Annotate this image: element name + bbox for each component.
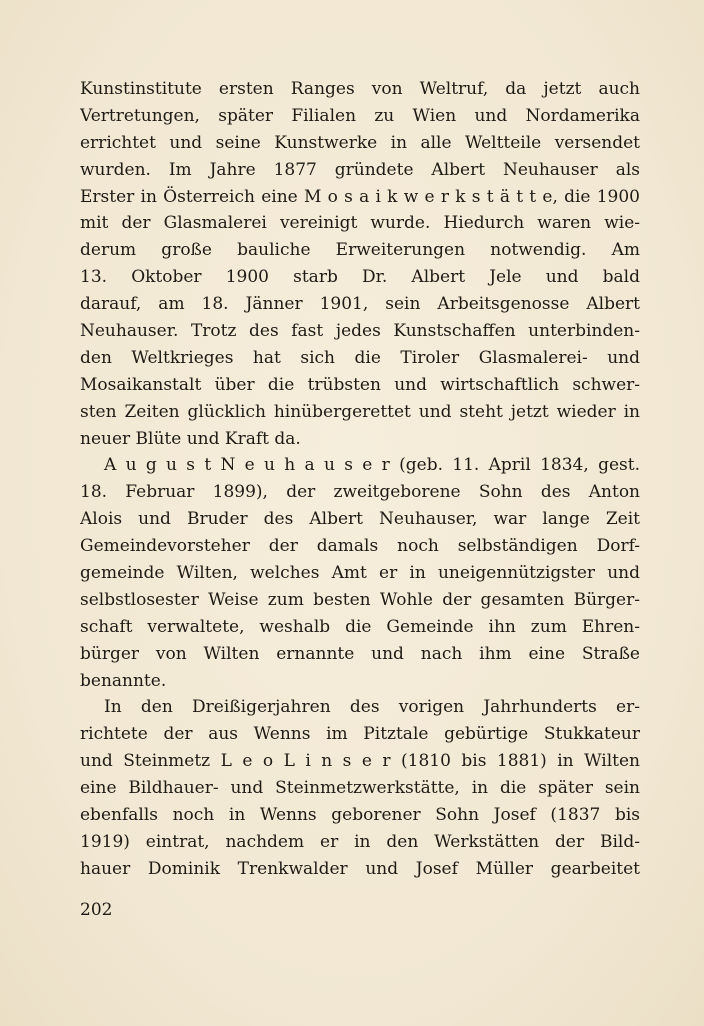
text-line: und Steinmetz L e o L i n s e r (1810 bis 1881) in Wilten — [80, 751, 640, 772]
text-line: A u g u s t N e u h a u s e r (geb. 11. April 1834, gest. — [104, 455, 640, 476]
text-line: 1919) eintrat, nachdem er in den Werkstätten der Bild- — [80, 831, 640, 852]
text-line: Neuhauser. Trotz des fast jedes Kunstschaffen unterbinden- — [80, 321, 640, 342]
text-line: Kunstinstitute ersten Ranges von Weltruf, da jetzt auch — [80, 79, 640, 99]
text-line: selbstlosester Weise zum besten Wohle der gesamten Bürger- — [80, 589, 640, 610]
text-line: 13. Oktober 1900 starb Dr. Albert Jele und bald — [80, 267, 640, 288]
text-line: benannte. — [80, 670, 167, 691]
text-line: bürger von Wilten ernannte und nach ihm eine Straße — [80, 643, 640, 664]
text-line: schaft verwaltete, weshalb die Gemeinde ihn zum Ehren- — [80, 616, 640, 637]
text-line: mit der Glasmalerei vereinigt wurde. Hiedurch waren wie- — [80, 213, 640, 234]
page-number: 202 — [80, 900, 113, 920]
text-line: Alois und Bruder des Albert Neuhauser, war lange Zeit — [80, 509, 640, 530]
text-line: gemeinde Wilten, welches Amt er in uneigennützigster und — [80, 563, 640, 584]
text-line: darauf, am 18. Jänner 1901, sein Arbeitsgenosse Albert — [80, 294, 640, 315]
text-line: Gemeindevorsteher der damals noch selbständigen Dorf- — [80, 536, 640, 557]
text-line: derum große bauliche Erweiterungen notwendig. Am — [80, 240, 640, 261]
text-line: wurden. Im Jahre 1877 gründete Albert Neuhauser als — [80, 159, 640, 180]
text-line: eine Bildhauer- und Steinmetzwerkstätte, in die später sein — [80, 778, 640, 799]
text-line: ebenfalls noch in Wenns geborener Sohn Josef (1837 bis — [80, 805, 640, 826]
text-line: hauer Dominik Trenkwalder und Josef Müller gearbeitet — [80, 858, 640, 879]
text-line: Mosaikanstalt über die trübsten und wirtschaftlich schwer- — [80, 374, 640, 395]
text-line: den Weltkrieges hat sich die Tiroler Glasmalerei- und — [80, 347, 640, 368]
text-line: neuer Blüte und Kraft da. — [80, 428, 301, 449]
body-text — [80, 76, 640, 883]
text-line: Vertretungen, später Filialen zu Wien und Nordamerika — [80, 105, 640, 126]
text-line: richtete der aus Wenns im Pitztale gebürtige Stukkateur — [80, 724, 640, 745]
text-line: 18. Februar 1899), der zweitgeborene Sohn des Anton — [80, 482, 640, 503]
text-line: In den Dreißigerjahren des vorigen Jahrhunderts er- — [104, 697, 640, 718]
text-line: errichtet und seine Kunstwerke in alle Weltteile versendet — [80, 132, 640, 153]
text-line: sten Zeiten glücklich hinübergerettet und steht jetzt wieder in — [80, 401, 640, 422]
text-line: Erster in Österreich eine M o s a i k w e r k s t ä t t e, die 1900 — [80, 186, 640, 207]
